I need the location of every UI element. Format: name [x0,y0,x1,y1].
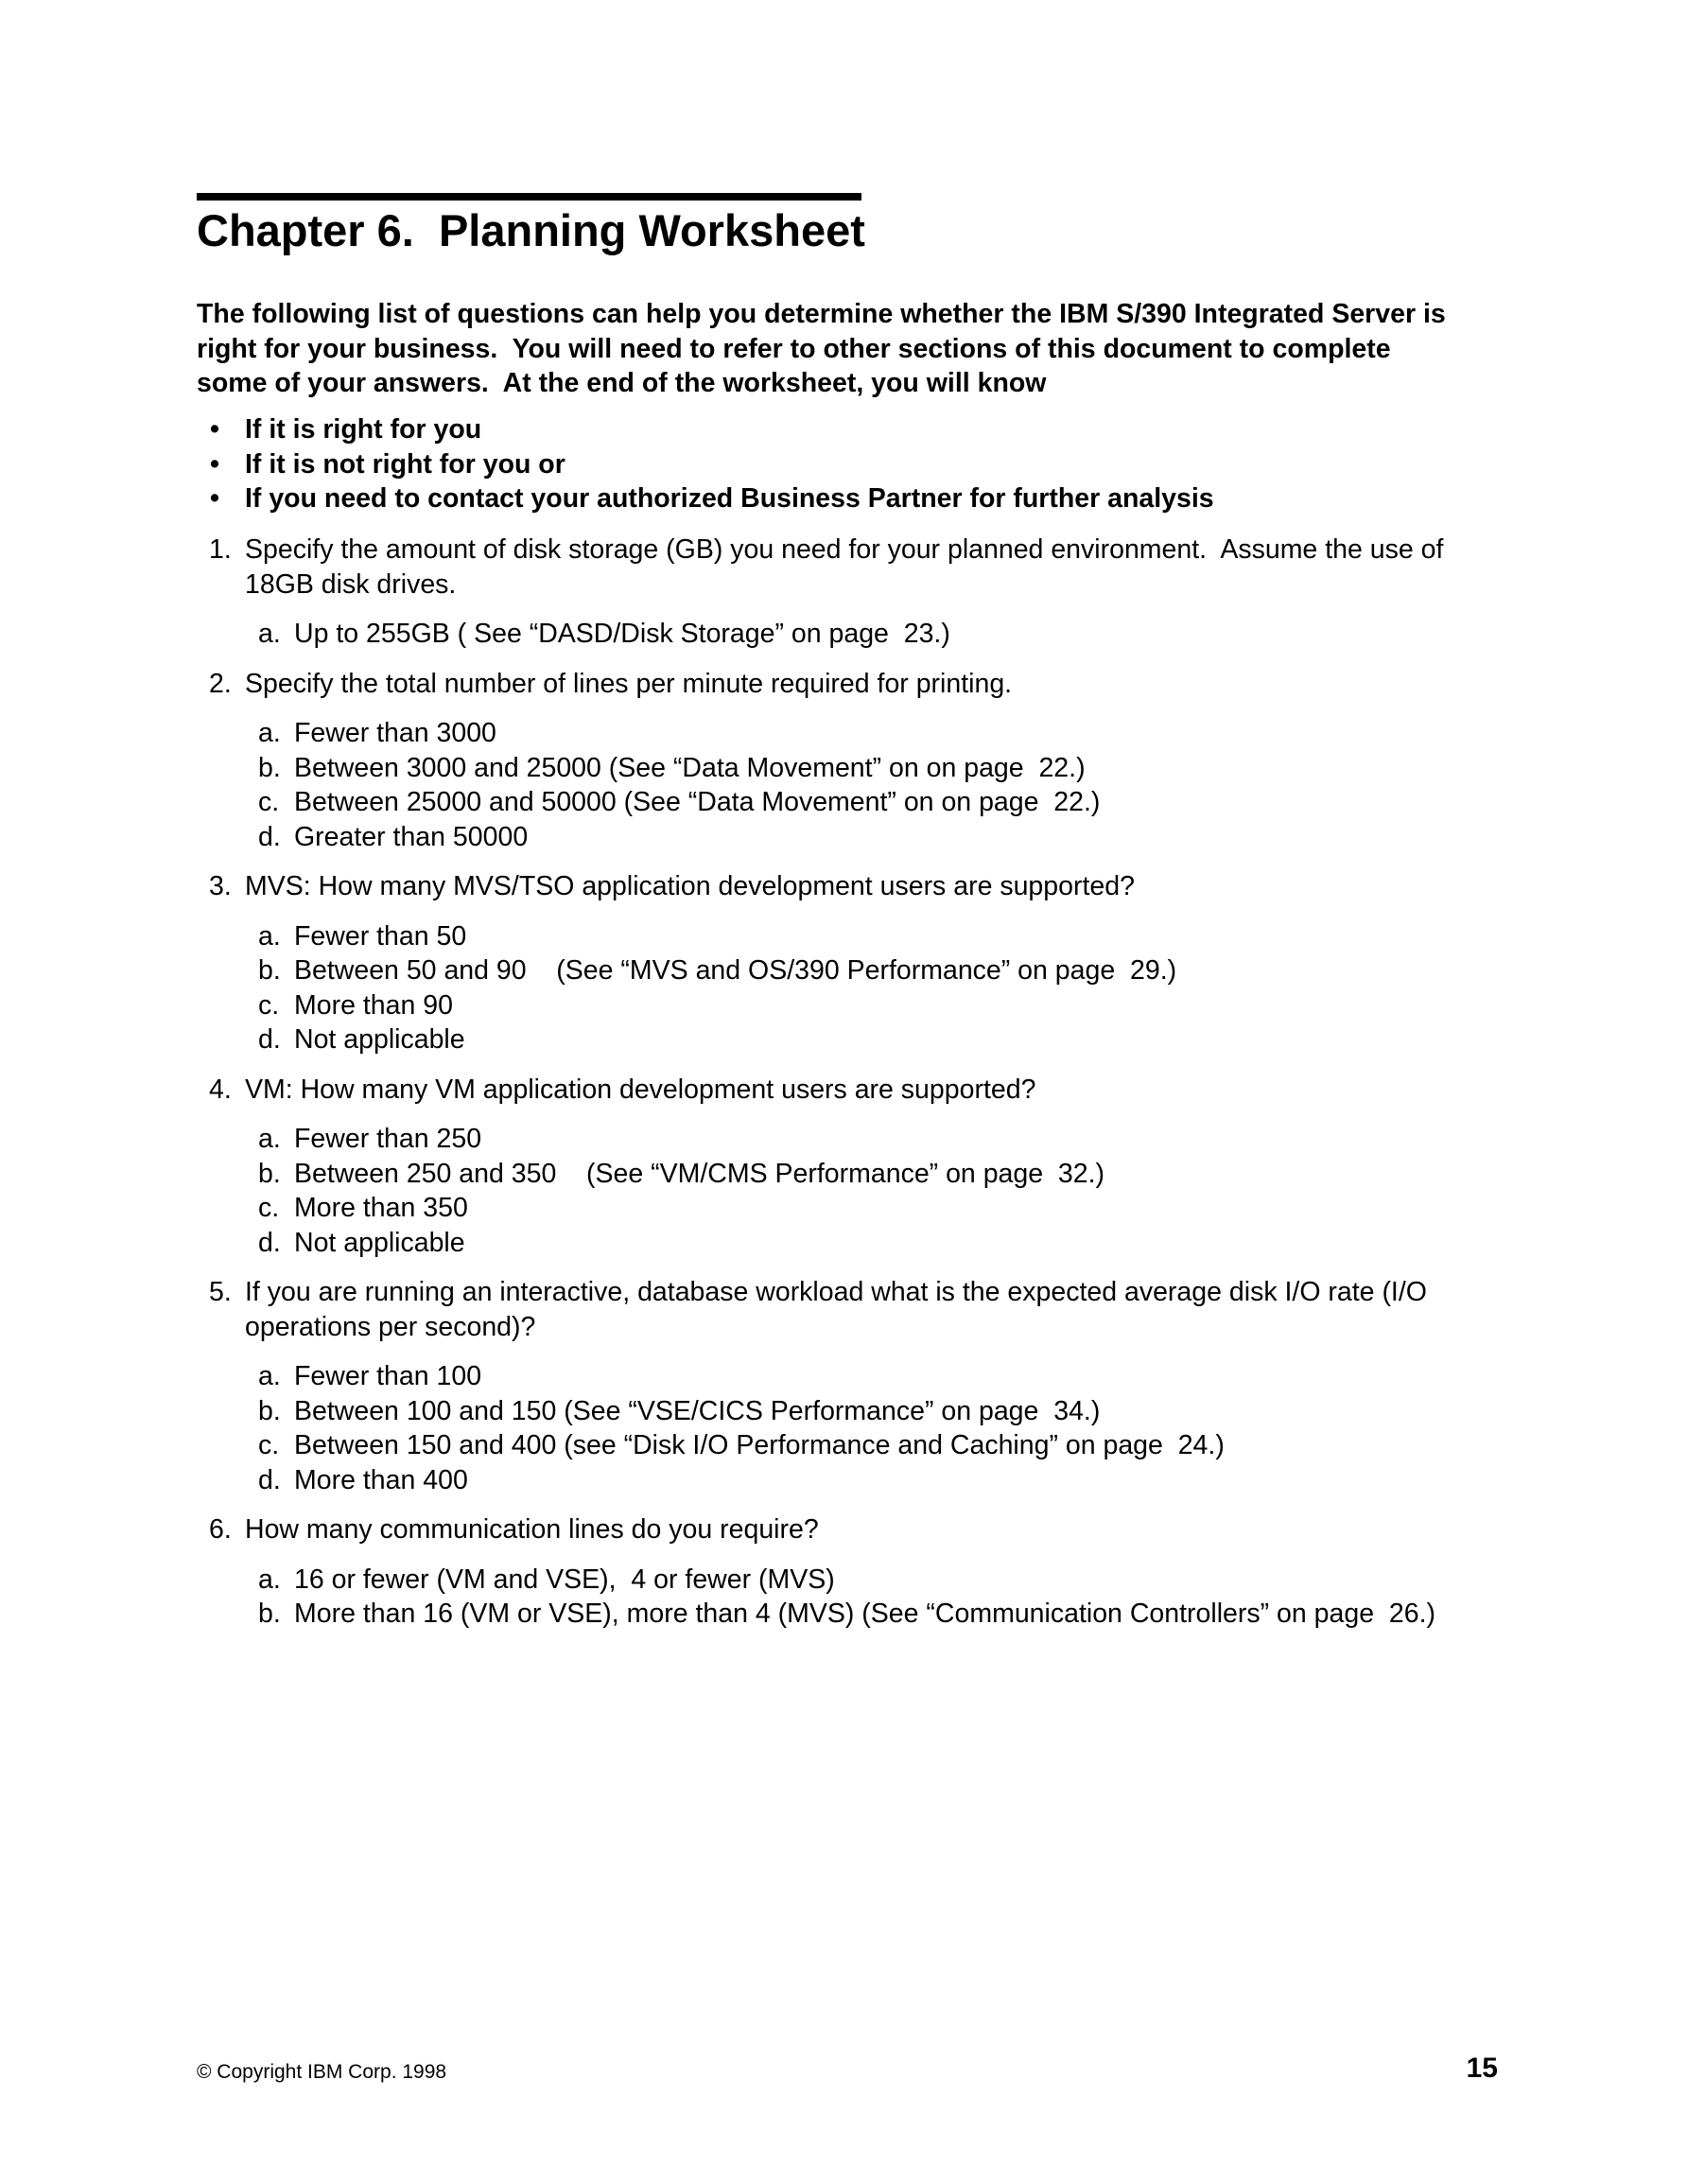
answer-letter: d. [258,1464,281,1495]
answer-letter: a. [258,920,281,952]
question-text [245,667,1511,702]
answer-option [245,1122,1511,1157]
answer-text: Between 100 and 150 (See “VSE/CICS Performance” on page 34.) [294,1395,1101,1426]
answer-option [245,716,1511,751]
answer-letter: b. [258,1158,281,1189]
answer-option [245,1157,1511,1192]
answer-text: Up to 255GB ( See “DASD/Disk Storage” on page 23.) [294,619,950,649]
bullet-text: If it is not right for you or [245,448,565,480]
intro-line: some of your answers. At the end of the worksheet, you will know [197,368,1047,398]
answer-letter: c. [258,787,280,817]
question-item [197,533,1511,652]
answer-letter: b. [258,1599,281,1629]
answer-option [245,1226,1511,1261]
answer-text: Greater than 50000 [294,821,529,852]
bullet-text: If it is right for you [245,414,482,445]
question-line: MVS: How many MVS/TSO application development users are supported? [245,871,1135,901]
answer-text: Between 25000 and 50000 (See “Data Movement” on on page 22.) [294,787,1101,817]
intro-line: right for your business. You will need to refer to other sections of this document to complete [197,333,1391,364]
answer-letter: c. [258,1193,280,1223]
answer-text: Fewer than 250 [294,1124,482,1154]
bullet-icon: • [210,448,219,480]
bullet-item [197,481,1214,516]
answer-list [245,1563,1511,1632]
answer-text: Between 3000 and 25000 (See “Data Movement” on on page 22.) [294,752,1086,783]
intro-line: The following list of questions can help you determine whether the IBM S/390 Integrated Server is [197,299,1446,329]
answer-letter: d. [258,1227,281,1258]
question-text [245,533,1511,602]
answer-text: Between 50 and 90 (See “MVS and OS/390 Performance” on page 29.) [294,955,1177,986]
question-number: 2. [209,668,232,699]
bullet-text: If you need to contact your authorized Business Partner for further analysis [245,483,1214,514]
answer-text: 16 or fewer (VM and VSE), 4 or fewer (MVS) [294,1564,835,1595]
answer-option [245,953,1511,988]
answer-text: Between 250 and 350 (See “VM/CMS Performance” on page 32.) [294,1158,1105,1189]
answer-option [245,1428,1511,1463]
bullet-item [197,412,1214,447]
answer-option [245,617,1511,652]
answer-option [245,1463,1511,1498]
answer-letter: b. [258,1395,281,1426]
question-number: 3. [209,871,232,901]
question-item [197,1275,1511,1497]
answer-letter: d. [258,821,281,852]
answer-letter: c. [258,1430,280,1460]
answer-option [245,785,1511,820]
answer-option [245,751,1511,786]
bullet-item [197,447,1214,482]
question-number: 6. [209,1514,232,1545]
answer-list [245,617,1511,652]
intro-paragraph [197,297,1521,401]
answer-text: More than 400 [294,1464,468,1495]
question-text [245,869,1511,904]
answer-text: Fewer than 3000 [294,718,496,748]
answer-letter: d. [258,1024,281,1055]
answer-letter: b. [258,752,281,783]
question-item [197,667,1511,855]
answer-option [245,1394,1511,1429]
question-line: VM: How many VM application development users are supported? [245,1074,1036,1105]
answer-text: Not applicable [294,1024,465,1055]
question-line: 18GB disk drives. [245,568,457,600]
bullet-icon: • [210,483,219,514]
question-line: operations per second)? [245,1311,536,1342]
answer-letter: a. [258,1361,281,1391]
answer-text: Fewer than 50 [294,920,467,952]
question-text [245,1275,1511,1344]
answer-letter: b. [258,955,281,986]
copyright-notice: © Copyright IBM Corp. 1998 [197,2061,447,2083]
answer-option [245,1563,1511,1598]
question-list [197,533,1511,1647]
answer-letter: a. [258,1124,281,1154]
answer-list [245,1359,1511,1497]
answer-option [245,1359,1511,1394]
answer-option [245,988,1511,1023]
page-number: 15 [1466,2053,1498,2084]
question-number: 5. [209,1277,232,1307]
question-line: How many communication lines do you require? [245,1514,819,1545]
answer-list [245,919,1511,1057]
question-text [245,1512,1511,1547]
bullet-icon: • [210,414,219,445]
answer-list [245,1122,1511,1260]
question-line: Specify the amount of disk storage (GB) you need for your planned environment. Assume the use of [245,534,1444,565]
answer-option [245,1597,1511,1632]
question-item [197,1073,1511,1261]
answer-list [245,716,1511,854]
chapter-title-rule [197,193,861,201]
answer-text: More than 90 [294,989,453,1021]
chapter-title: Chapter 6. Planning Worksheet [197,205,865,255]
outcome-bullet-list [197,412,1214,516]
answer-option [245,820,1511,855]
question-item [197,1512,1511,1632]
answer-letter: a. [258,718,281,748]
answer-text: More than 350 [294,1193,468,1223]
answer-option [245,919,1511,954]
question-line: Specify the total number of lines per minute required for printing. [245,668,1013,699]
answer-letter: c. [258,989,280,1021]
question-item [197,869,1511,1057]
answer-text: More than 16 (VM or VSE), more than 4 (MVS) (See “Communication Controllers” on page 26.) [294,1599,1435,1629]
answer-letter: a. [258,1564,281,1595]
answer-letter: a. [258,619,281,649]
question-line: If you are running an interactive, database workload what is the expected average disk I/O rate (I/O [245,1277,1427,1307]
question-text [245,1073,1511,1108]
answer-text: Not applicable [294,1227,465,1258]
answer-option [245,1022,1511,1057]
answer-text: Fewer than 100 [294,1361,482,1391]
question-number: 4. [209,1074,232,1105]
question-number: 1. [209,534,232,565]
answer-text: Between 150 and 400 (see “Disk I/O Performance and Caching” on page 24.) [294,1430,1225,1460]
answer-option [245,1191,1511,1226]
